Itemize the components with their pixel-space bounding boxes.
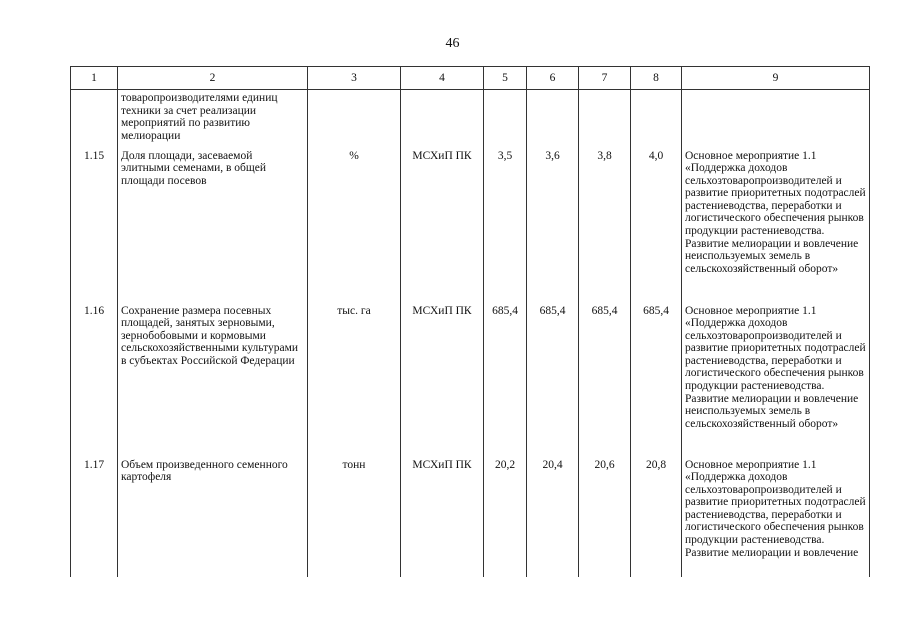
table-row-continuation <box>71 90 870 148</box>
cell-unit: тонн <box>308 457 401 577</box>
cell-executor <box>401 90 484 148</box>
cell-activity: Основное мероприятие 1.1 «Поддержка доходов сельхозтоваропроизводителей и развитие приоритетных подотраслей растениеводства, переработки и логистического обеспечения рынков продукции растениеводства. Развитие мелиорации и вовлечение <box>682 457 870 577</box>
cell-executor: МСХиП ПК <box>401 148 484 303</box>
cell-value <box>579 90 631 148</box>
header-cell: 8 <box>631 67 682 90</box>
cell-unit: % <box>308 148 401 303</box>
cell-id: 1.15 <box>71 148 118 303</box>
cell-value: 685,4 <box>579 303 631 457</box>
cell-value: 685,4 <box>631 303 682 457</box>
cell-value <box>527 90 579 148</box>
cell-value: 20,4 <box>527 457 579 577</box>
header-cell: 4 <box>401 67 484 90</box>
cell-unit <box>308 90 401 148</box>
header-cell: 9 <box>682 67 870 90</box>
header-cell: 2 <box>118 67 308 90</box>
cell-value <box>484 90 527 148</box>
cell-value: 20,2 <box>484 457 527 577</box>
table-row <box>71 303 870 457</box>
cell-name: Сохранение размера посевных площадей, занятых зерновыми, зернобобовыми и кормовыми сельскохозяйственными культурами в субъектах Российской Федерации <box>118 303 308 457</box>
page-number: 46 <box>445 36 460 51</box>
cell-name: Доля площади, засеваемой элитными семенами, в общей площади посевов <box>118 148 308 303</box>
cell-executor: МСХиП ПК <box>401 303 484 457</box>
cell-value: 3,8 <box>579 148 631 303</box>
cell-id <box>71 90 118 148</box>
table-row <box>71 148 870 303</box>
header-cell: 7 <box>579 67 631 90</box>
cell-executor: МСХиП ПК <box>401 457 484 577</box>
header-cell: 1 <box>71 67 118 90</box>
header-cell: 3 <box>308 67 401 90</box>
cell-value: 3,5 <box>484 148 527 303</box>
indicators-table <box>70 66 870 577</box>
table-header-row <box>71 67 870 90</box>
cell-activity: Основное мероприятие 1.1 «Поддержка доходов сельхозтоваропроизводителей и развитие приоритетных подотраслей растениеводства, переработки и логистического обеспечения рынков продукции растениеводства. Развитие мелиорации и вовлечение неиспользуемых земель в сельскохозяйственный оборот» <box>682 148 870 303</box>
cell-activity <box>682 90 870 148</box>
cell-value <box>631 90 682 148</box>
cell-value: 3,6 <box>527 148 579 303</box>
cell-value: 20,6 <box>579 457 631 577</box>
cell-value: 685,4 <box>484 303 527 457</box>
cell-unit: тыс. га <box>308 303 401 457</box>
cell-name: товаропроизводителями единиц техники за счет реализации мероприятий по развитию мелиорации <box>118 90 308 148</box>
cell-name: Объем произведенного семенного картофеля <box>118 457 308 577</box>
cell-id: 1.16 <box>71 303 118 457</box>
cell-activity: Основное мероприятие 1.1 «Поддержка доходов сельхозтоваропроизводителей и развитие приоритетных подотраслей растениеводства, переработки и логистического обеспечения рынков продукции растениеводства. Развитие мелиорации и вовлечение неиспользуемых земель в сельскохозяйственный оборот» <box>682 303 870 457</box>
table-row <box>71 457 870 577</box>
cell-value: 20,8 <box>631 457 682 577</box>
header-cell: 6 <box>527 67 579 90</box>
header-cell: 5 <box>484 67 527 90</box>
cell-value: 4,0 <box>631 148 682 303</box>
cell-value: 685,4 <box>527 303 579 457</box>
cell-id: 1.17 <box>71 457 118 577</box>
